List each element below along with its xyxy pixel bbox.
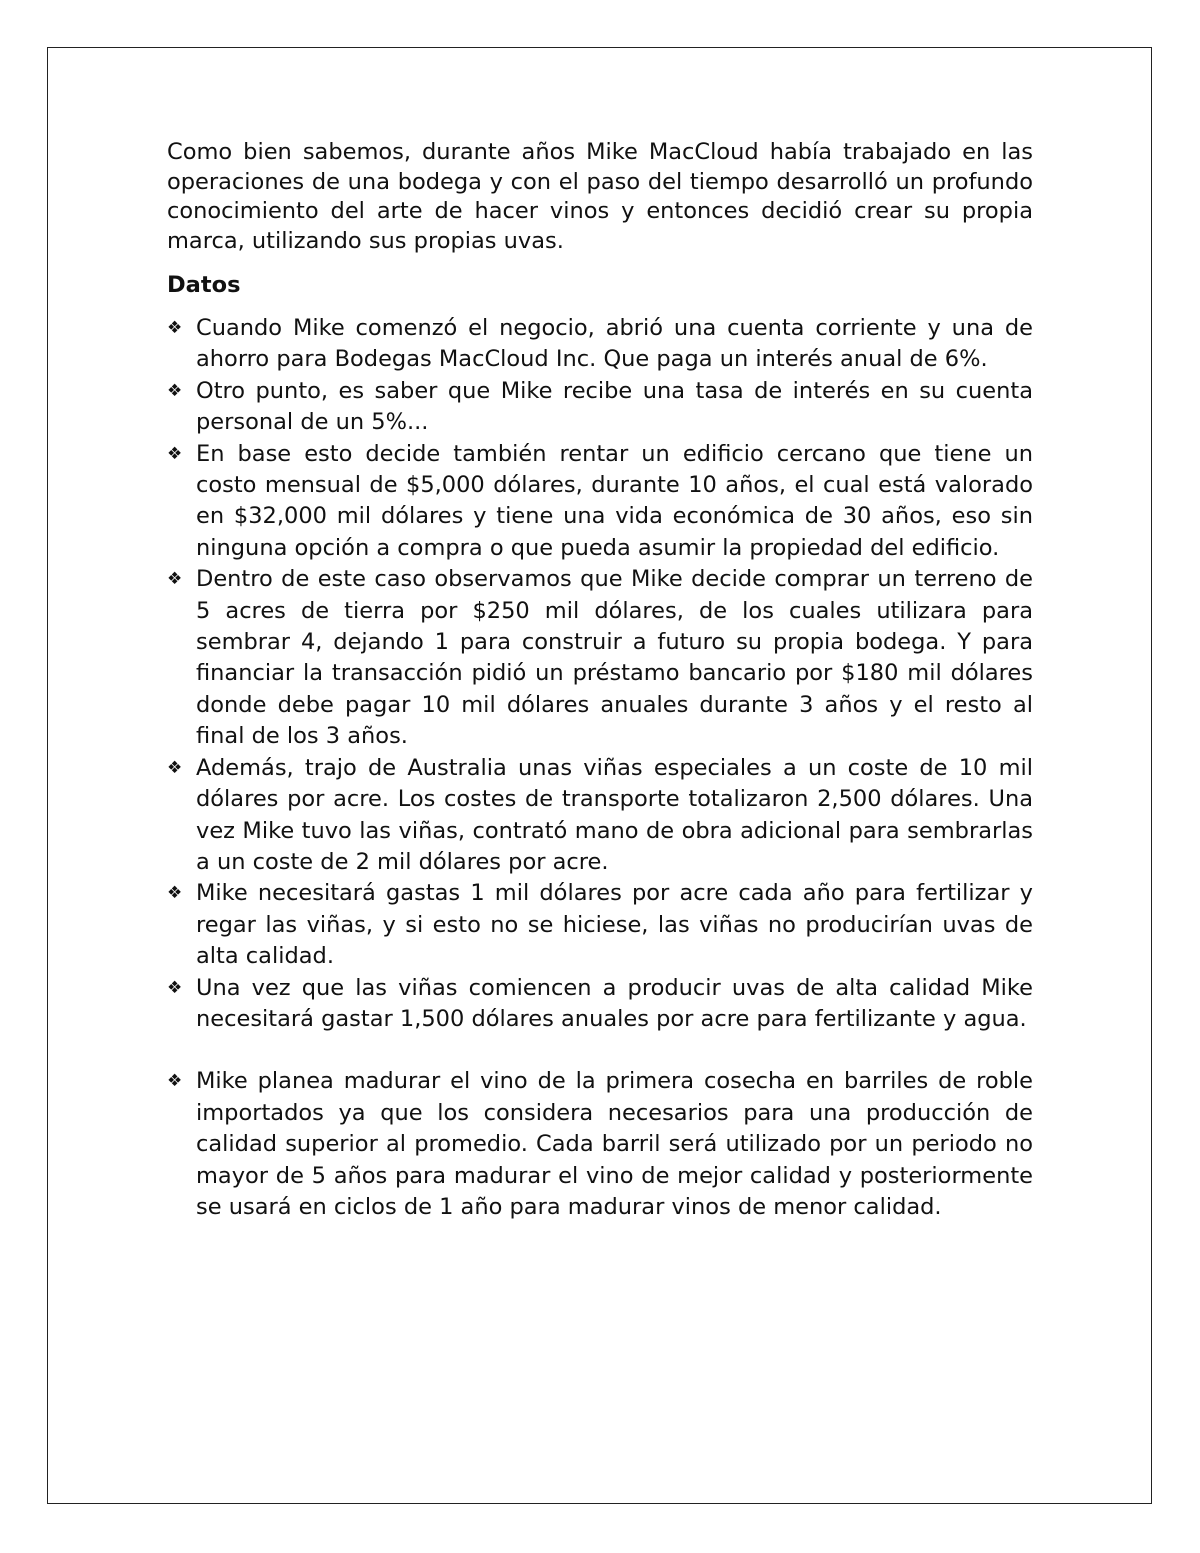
data-bullet-list bbox=[167, 313, 1033, 1223]
bullet-item-personal-rate bbox=[167, 376, 1033, 439]
bullet-text: Cuando Mike comenzó el negocio, abrió una cuenta corriente y una de ahorro para Bodegas MacCloud Inc. Que paga un interés anual de 6%. bbox=[196, 315, 1033, 373]
diamond-bullet-icon: ❖ bbox=[167, 569, 183, 590]
bullet-text: Además, trajo de Australia unas viñas especiales a un coste de 10 mil dólares por acre. Los costes de transporte totalizaron 2,500 dólares. Una vez Mike tuvo las viñas, contrató mano de obra adicional para sembrarlas a un coste de 2 mil dólares por acre. bbox=[196, 754, 1033, 875]
diamond-bullet-icon: ❖ bbox=[167, 318, 183, 338]
diamond-bullet-icon: ❖ bbox=[167, 977, 183, 998]
bullet-text: Dentro de este caso observamos que Mike decide comprar un terreno de 5 acres de tierra por $250 mil dólares, de los cuales utilizara para sembrar 4, dejando 1 para construir a futuro su propia bodega. Y para financiar la transacción pidió un préstamo bancario por $180 mil dólares donde debe pagar 10 mil dólares anuales durante 3 años y el resto al final de los 3 años. bbox=[196, 566, 1033, 750]
bullet-text: Mike planea madurar el vino de la primera cosecha en barriles de roble importados ya que los considera necesarios para una producción de calidad superior al promedio. Cada barril será utilizado por un periodo no mayor de 5 años para madurar el vino de mejor calidad y posteriormente se usará en ciclos de 1 año para madurar vinos de menor calidad. bbox=[196, 1068, 1033, 1220]
diamond-bullet-icon: ❖ bbox=[167, 380, 183, 401]
bullet-text: Otro punto, es saber que Mike recibe una tasa de interés en su cuenta personal de un 5%... bbox=[196, 377, 1033, 436]
bullet-text: En base esto decide también rentar un edificio cercano que tiene un costo mensual de $5,000 dólares, durante 10 años, el cual está valorado en $32,000 mil dólares y tiene una vida económica de 30 años, eso sin ninguna opción a compra o que pueda asumir la propiedad del edificio. bbox=[196, 440, 1033, 561]
bullet-item-barrels bbox=[167, 1066, 1033, 1223]
diamond-bullet-icon: ❖ bbox=[167, 883, 183, 904]
bullet-item-building-rent bbox=[167, 439, 1033, 565]
diamond-bullet-icon: ❖ bbox=[167, 443, 183, 464]
bullet-item-account bbox=[167, 313, 1033, 376]
bullet-text: Una vez que las viñas comiencen a producir uvas de alta calidad Mike necesitará gastar 1,500 dólares anuales por acre para fertilizante y agua. bbox=[196, 974, 1033, 1032]
document-body bbox=[167, 138, 1033, 1223]
diamond-bullet-icon: ❖ bbox=[167, 1071, 183, 1092]
bullet-item-vines bbox=[167, 753, 1033, 879]
section-heading: Datos bbox=[167, 272, 241, 298]
bullet-item-fertilizing bbox=[167, 878, 1033, 972]
bullet-item-production-costs bbox=[167, 973, 1033, 1036]
bullet-text: Mike necesitará gastas 1 mil dólares por acre cada año para fertilizar y regar las viñas, y si esto no se hiciese, las viñas no producirían uvas de alta calidad. bbox=[196, 880, 1033, 970]
diamond-bullet-icon: ❖ bbox=[167, 757, 183, 778]
intro-paragraph: Como bien sabemos, durante años Mike MacCloud había trabajado en las operaciones de una bodega y con el paso del tiempo desarrolló un profundo conocimiento del arte de hacer vinos y entonces decidió crear su propia marca, utilizando sus propias uvas. bbox=[167, 139, 1033, 254]
bullet-item-land-purchase bbox=[167, 564, 1033, 752]
